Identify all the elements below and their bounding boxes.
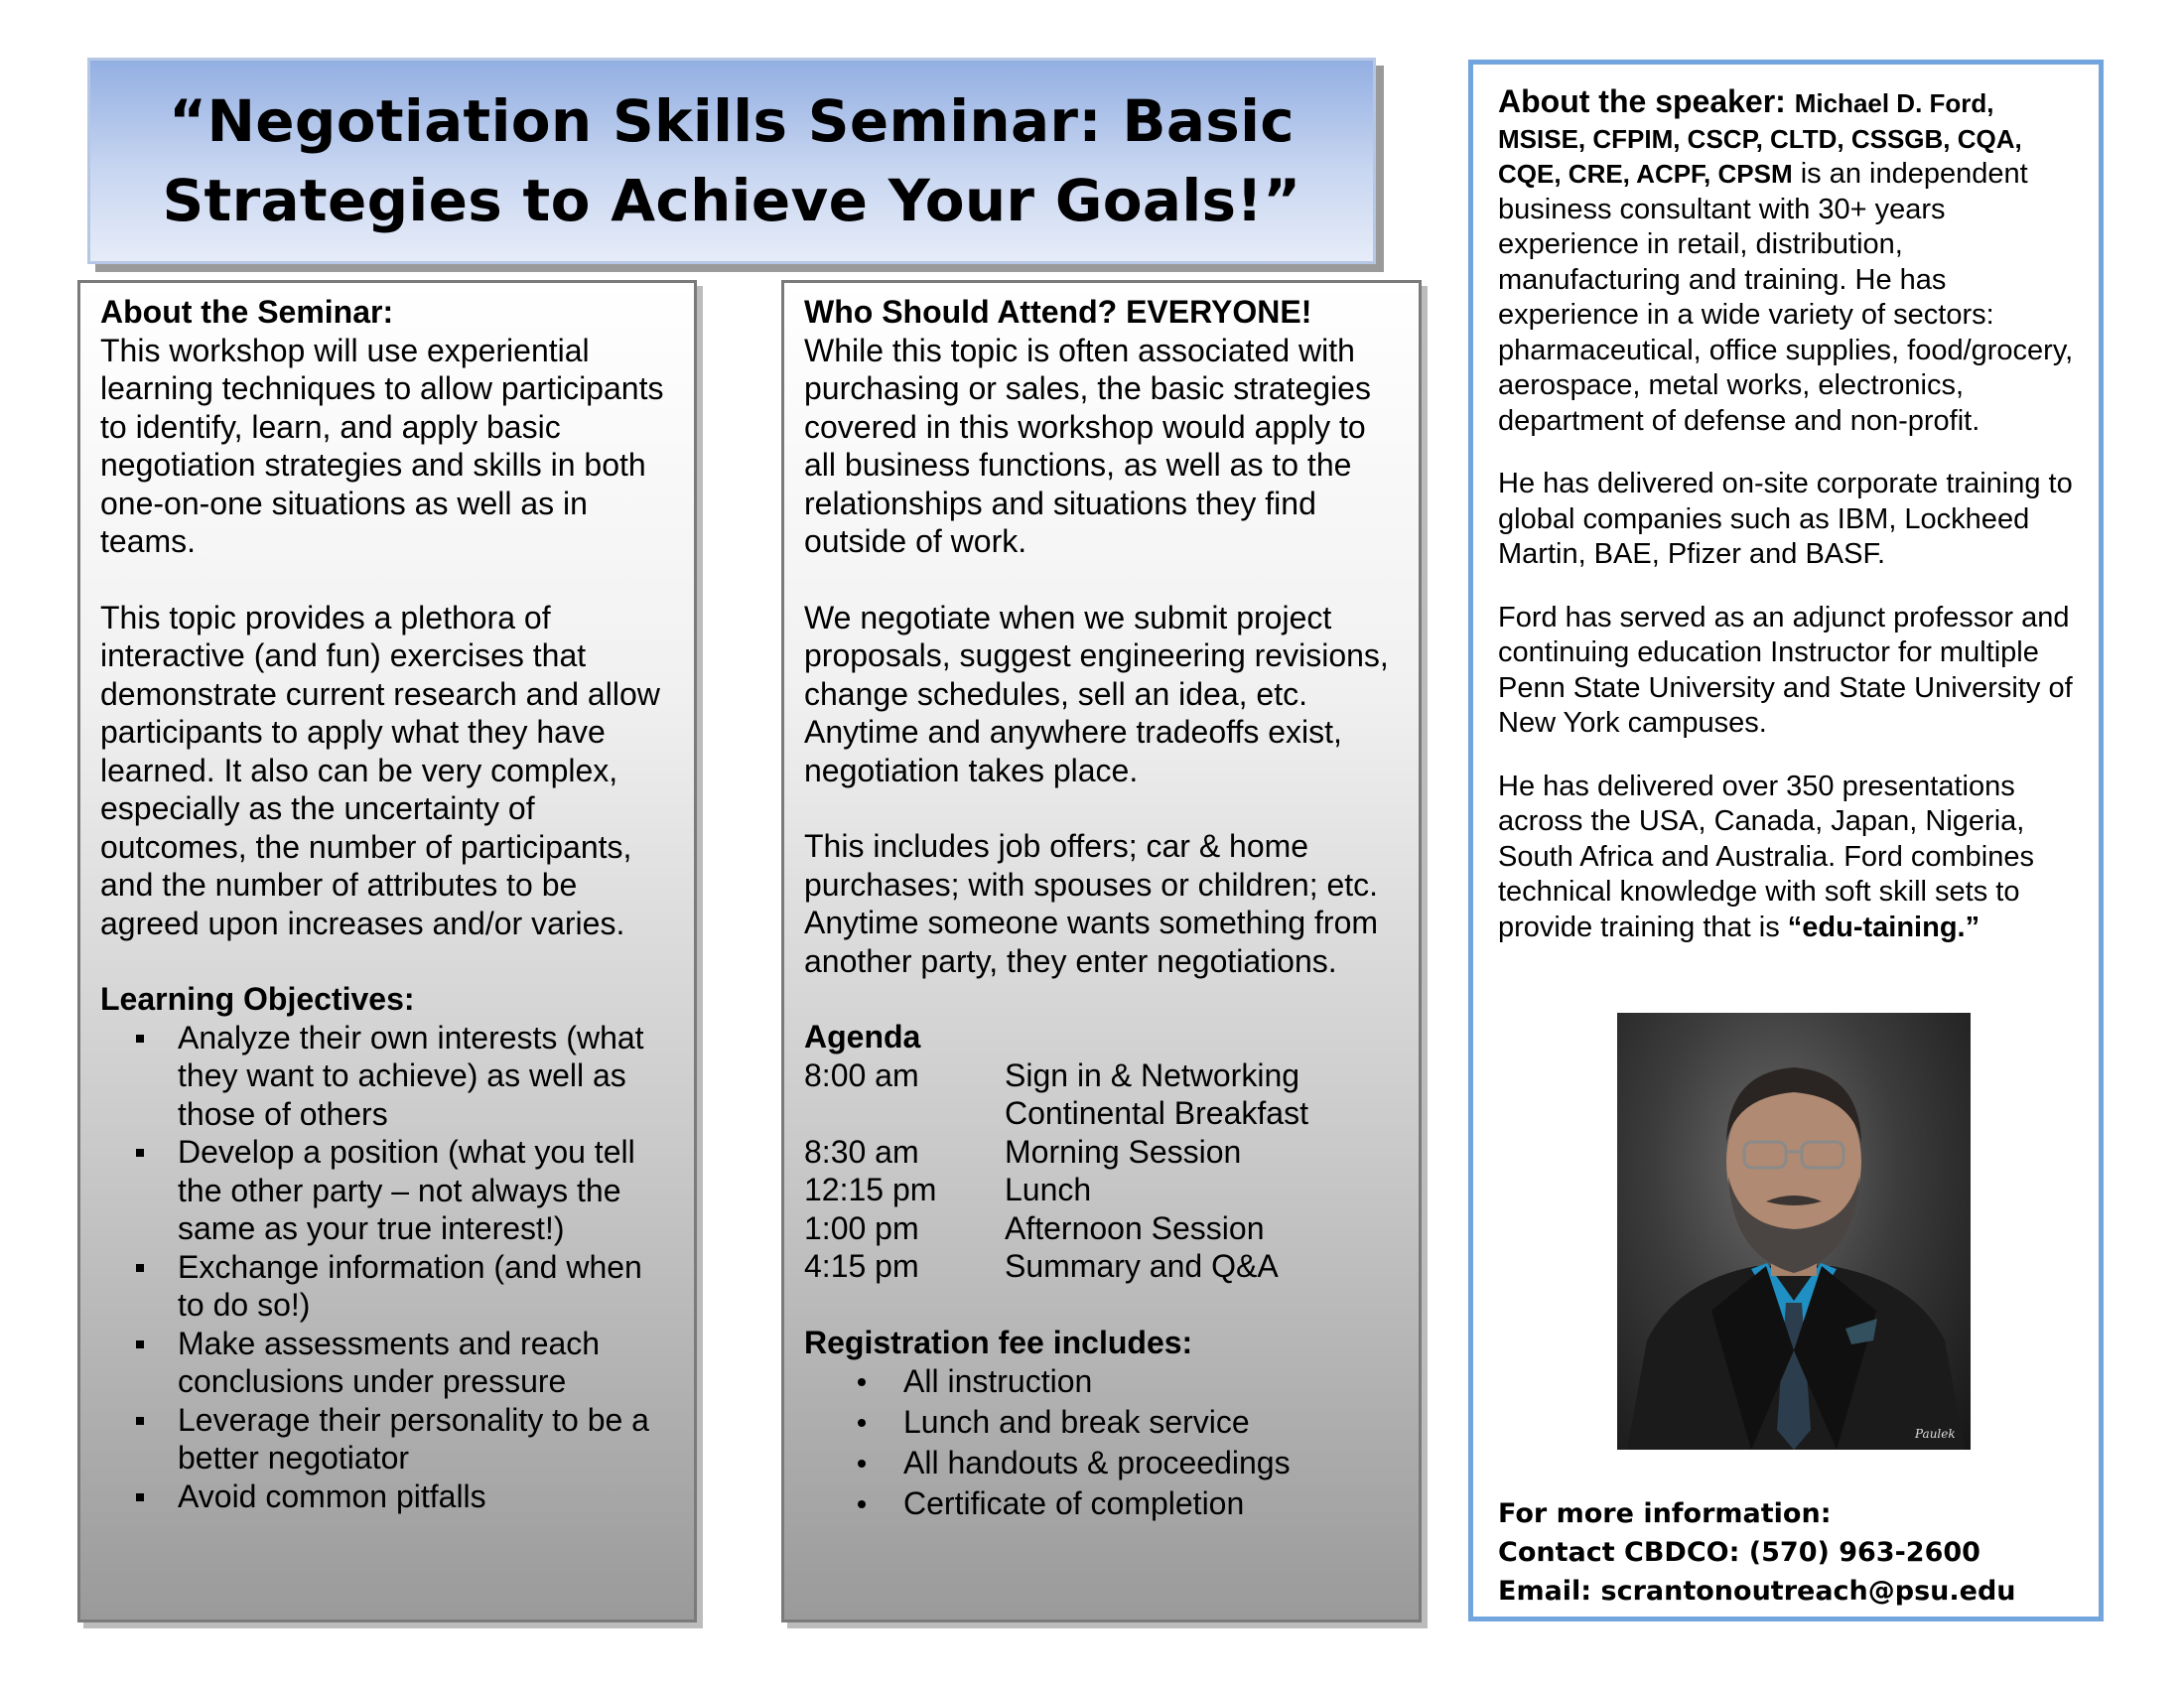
- agenda-time: 8:00 am: [804, 1056, 919, 1093]
- list-item: Leverage their personality to be a better negotiator: [178, 1401, 676, 1477]
- who-should-attend-panel: [781, 280, 1422, 1622]
- objectives-heading: Learning Objectives:: [100, 981, 415, 1017]
- list-item: Analyze their own interests (what they want to achieve) as well as those of others: [178, 1019, 676, 1134]
- fee-list: [804, 1361, 1401, 1524]
- attend-paragraph-1: While this topic is often associated with purchasing or sales, the basic strategies covered in this workshop would apply to all business functions, as well as to the relationships and situations they find outside of work.: [804, 332, 1371, 559]
- list-item: Develop a position (what you tell the other party – not always the same as your true interest!): [178, 1133, 676, 1248]
- agenda-item: Lunch: [1005, 1172, 1092, 1207]
- objectives-list: [100, 1019, 676, 1516]
- attend-paragraph-2: We negotiate when we submit project proposals, suggest engineering revisions, change schedules, sell an idea, etc. Anytime and anywhere tradeoffs exist, negotiation takes place.: [804, 599, 1389, 788]
- agenda-row: [804, 1056, 1401, 1095]
- agenda-item: Summary and Q&A: [1005, 1248, 1279, 1284]
- agenda-table: [804, 1056, 1401, 1286]
- edu-taining-text: “edu-taining.”: [1787, 911, 1980, 943]
- list-item: All handouts & proceedings: [903, 1443, 1401, 1483]
- list-item: All instruction: [903, 1361, 1401, 1402]
- title-line-2: Strategies to Achieve Your Goals!”: [162, 167, 1301, 234]
- speaker-portrait: [1617, 1013, 1971, 1450]
- list-item: Lunch and break service: [903, 1402, 1401, 1443]
- list-item: Exchange information (and when to do so!): [178, 1248, 676, 1325]
- page-title: [162, 81, 1300, 240]
- fee-heading: Registration fee includes:: [804, 1324, 1193, 1360]
- list-item: Certificate of completion: [903, 1483, 1401, 1524]
- about-seminar-panel: [77, 280, 697, 1622]
- speaker-bio-1: [1498, 84, 2081, 439]
- seminar-paragraph-2: This topic provides a plethora of interactive (and fun) exercises that demonstrate current research and allow participants to apply what they have learned. It also can be very complex, especially as the uncertainty of outcomes, the number of participants, and the number of attributes to be agreed upon increases and/or varies.: [100, 599, 660, 941]
- speaker-bio-2: He has delivered on-site corporate training to global companies such as IBM, Lockheed Martin, BAE, Pfizer and BASF.: [1498, 468, 2073, 570]
- agenda-time: [804, 1094, 1005, 1133]
- seminar-heading: About the Seminar:: [100, 294, 394, 330]
- speaker-bio-3: Ford has served as an adjunct professor and continuing education Instructor for multiple Penn State University and State University of New York campuses.: [1498, 601, 2073, 739]
- title-line-1: “Negotiation Skills Seminar: Basic: [169, 87, 1295, 155]
- contact-phone: Contact CBDCO: (570) 963-2600: [1498, 1537, 1980, 1568]
- attend-heading: Who Should Attend? EVERYONE!: [804, 294, 1312, 330]
- title-banner: [87, 58, 1376, 264]
- agenda-row: [804, 1247, 1401, 1286]
- photo-signature: Paulek: [1915, 1427, 1956, 1441]
- attend-paragraph-3: This includes job offers; car & home purchases; with spouses or children; etc. Anytime someone wants something from another party, they enter negotiations.: [804, 828, 1379, 979]
- contact-info: [1498, 1494, 2016, 1611]
- list-item: Make assessments and reach conclusions under pressure: [178, 1325, 676, 1401]
- agenda-time: 4:15 pm: [804, 1248, 919, 1284]
- about-speaker-box: [1468, 60, 2104, 1621]
- agenda-item: Morning Session: [1005, 1133, 1242, 1170]
- contact-email: Email: scrantonoutreach@psu.edu: [1498, 1576, 2016, 1607]
- speaker-bio-4-text: He has delivered over 350 presentations across the USA, Canada, Japan, Nigeria, South Africa and Australia. Ford combines technical knowledge with soft skill sets to provide training that is: [1498, 770, 2035, 943]
- agenda-row: [804, 1094, 1401, 1133]
- agenda-row: [804, 1133, 1401, 1172]
- speaker-label: About the speaker:: [1498, 83, 1795, 119]
- contact-heading: For more information:: [1498, 1498, 1832, 1529]
- speaker-bio-1-text: is an independent business consultant with 30+ years experience in retail, distribution, manufacturing and training. He has experience in a wide variety of sectors: pharmaceutical, office supplies, food/grocery, aerospace, metal works, electronics, department of defense and non-profit.: [1498, 158, 2074, 437]
- list-item: Avoid common pitfalls: [178, 1477, 676, 1516]
- agenda-item: Afternoon Session: [1005, 1209, 1265, 1246]
- agenda-time: 12:15 pm: [804, 1172, 937, 1207]
- speaker-credentials: Michael D. Ford, MSISE, CFPIM, CSCP, CLTD, CSSGB, CQA, CQE, CRE, ACPF, CPSM: [1498, 88, 2022, 189]
- seminar-paragraph-1: This workshop will use experiential learning techniques to allow participants to identify, learn, and apply basic negotiation strategies and skills in both one-on-one situations as well as in teams.: [100, 332, 664, 559]
- agenda-item: Sign in & Networking: [1005, 1056, 1300, 1093]
- agenda-item: Continental Breakfast: [1005, 1095, 1308, 1131]
- agenda-time: 8:30 am: [804, 1133, 919, 1170]
- agenda-heading: Agenda: [804, 1019, 921, 1055]
- speaker-bio-4: [1498, 770, 2081, 946]
- agenda-time: 1:00 pm: [804, 1209, 919, 1246]
- speaker-photo: [1617, 1013, 1971, 1450]
- agenda-row: [804, 1209, 1401, 1248]
- agenda-row: [804, 1171, 1401, 1209]
